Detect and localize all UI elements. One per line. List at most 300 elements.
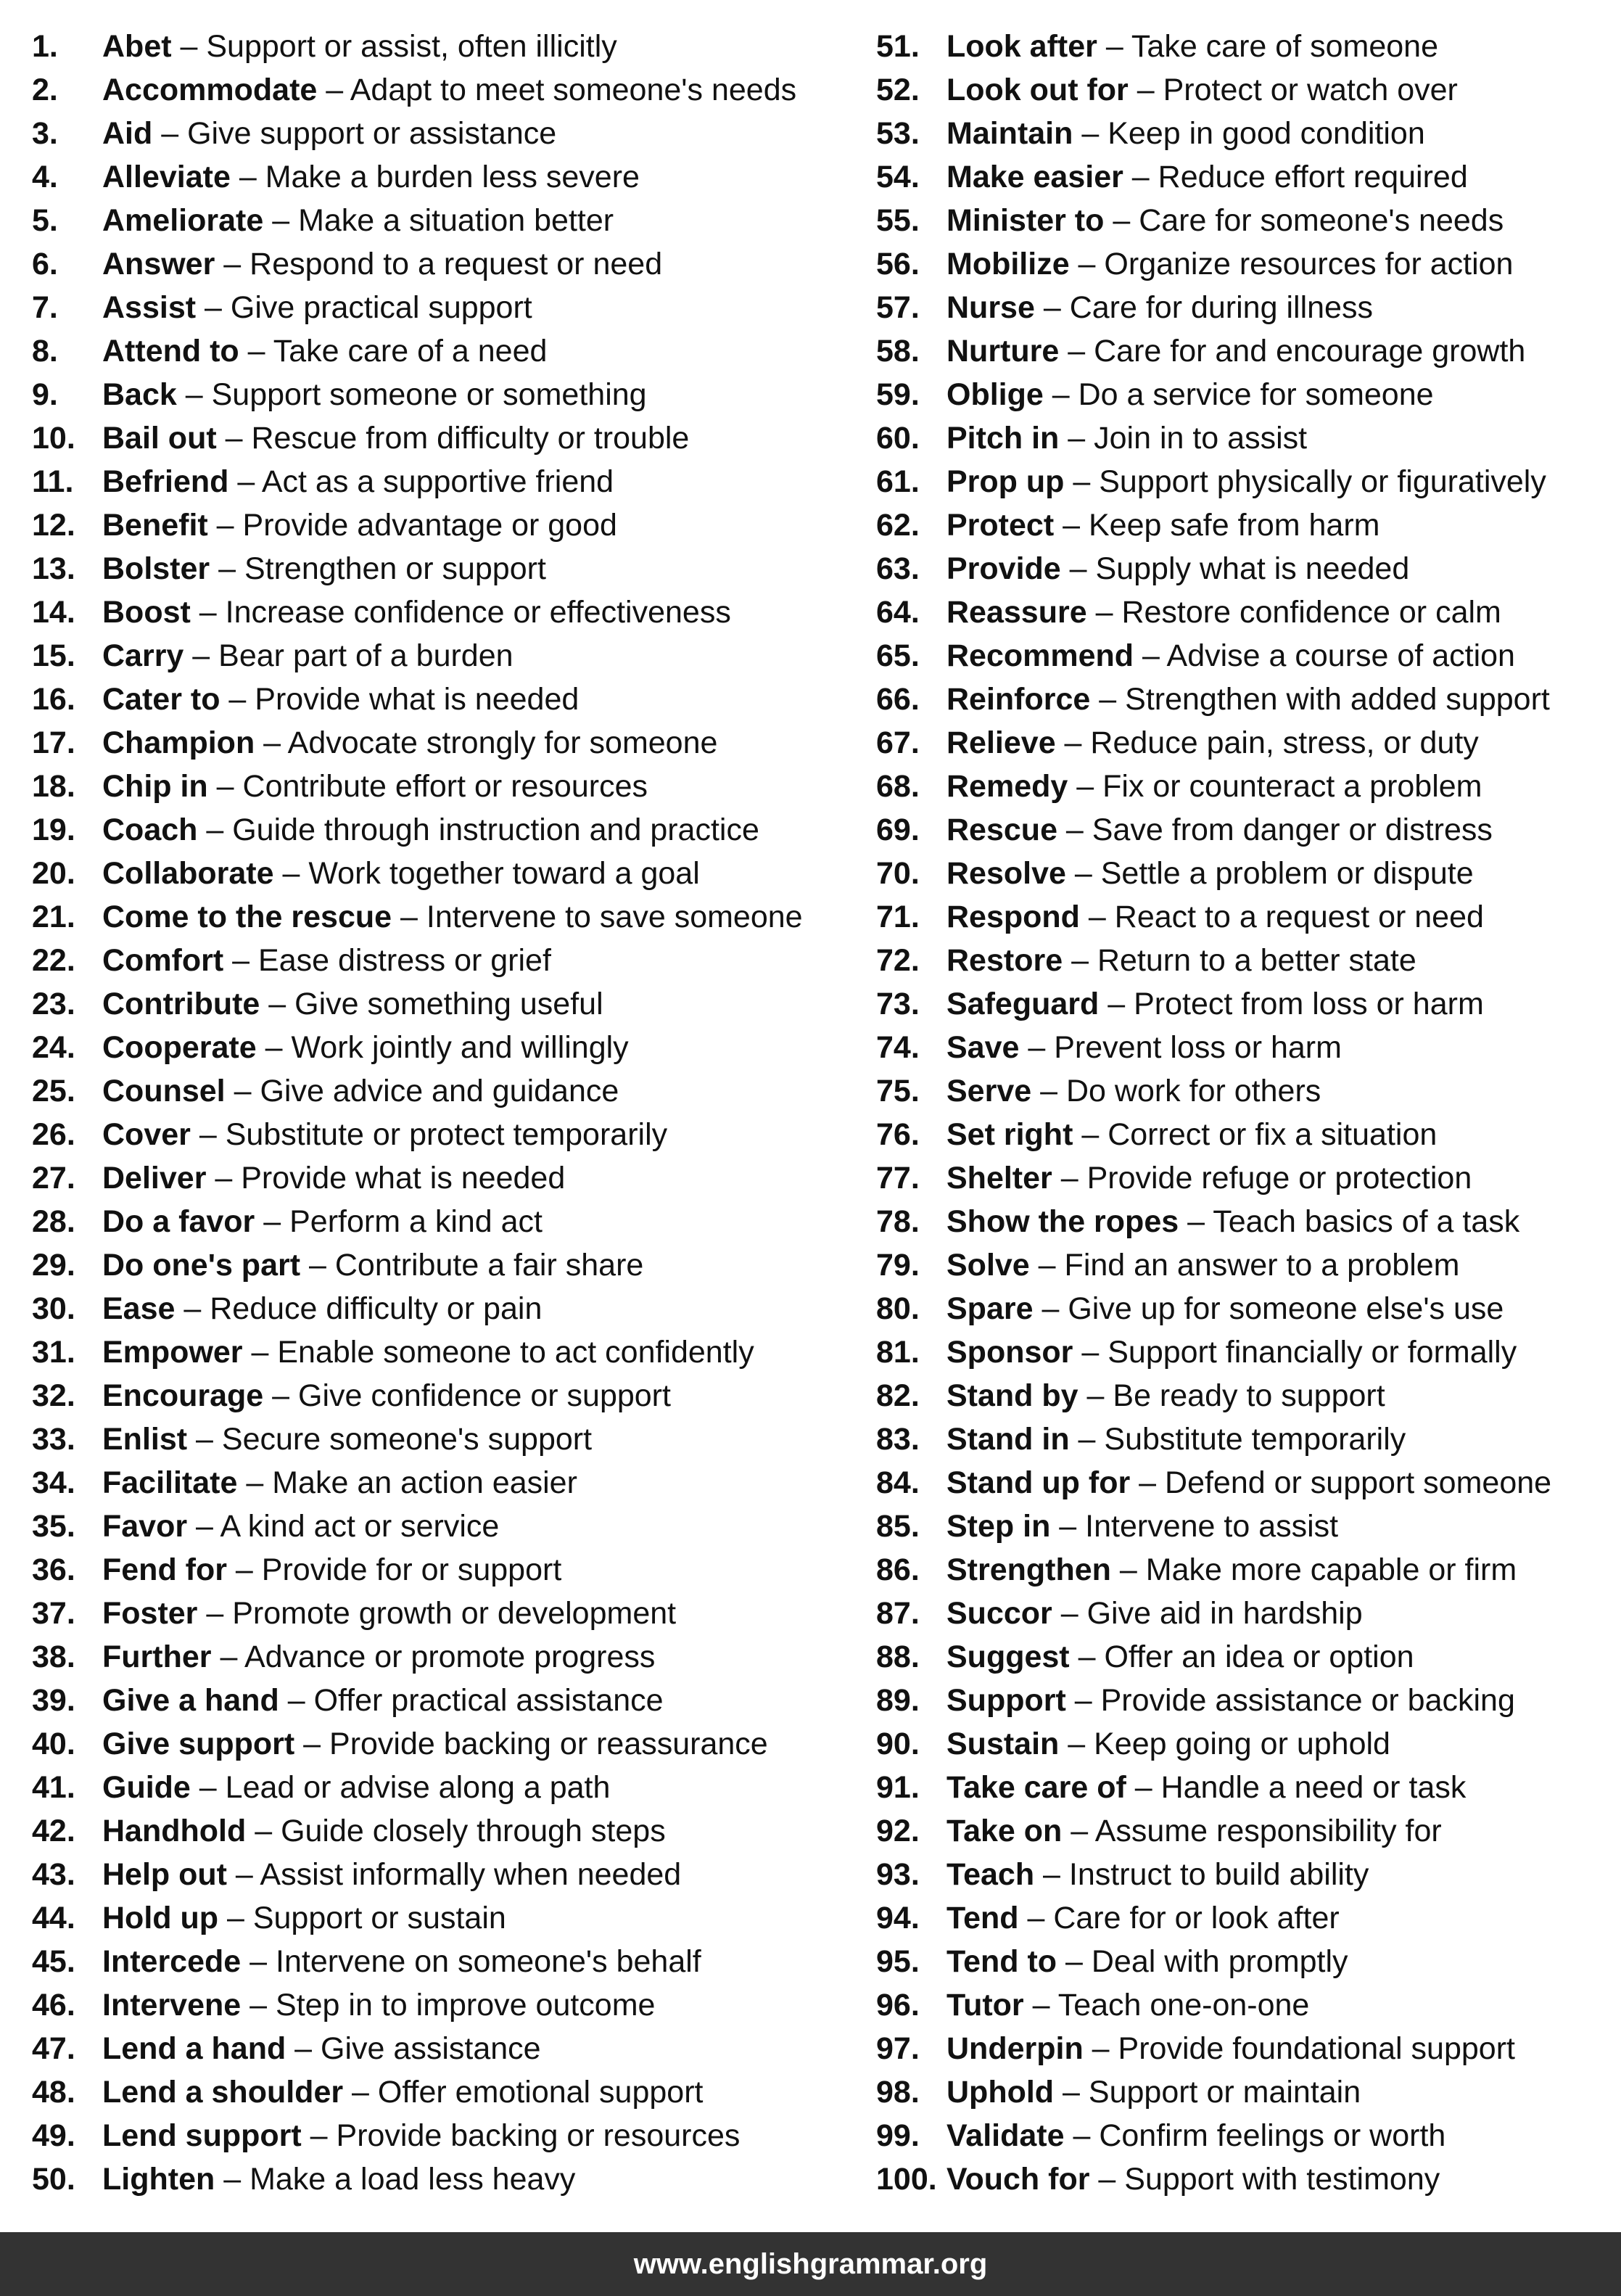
item-number: 18. [32, 769, 75, 804]
list-item [32, 373, 837, 416]
item-term: Show the ropes [946, 1204, 1179, 1239]
item-number: 42. [32, 1814, 75, 1848]
footer-website-link[interactable]: www.englishgrammar.org [633, 2248, 988, 2280]
item-separator: – [1069, 247, 1105, 281]
item-definition: Provide advantage or good [242, 508, 617, 543]
item-number: 84. [876, 1465, 920, 1500]
item-text [946, 895, 1484, 939]
item-term: Restore [946, 943, 1063, 978]
item-number: 45. [32, 1944, 75, 1979]
item-separator: – [1031, 1074, 1066, 1108]
item-definition: Provide refuge or protection [1086, 1161, 1472, 1196]
item-number: 43. [32, 1857, 75, 1892]
item-definition: Care for or look after [1053, 1901, 1340, 1935]
item-term: Champion [102, 725, 255, 760]
item-definition: React to a request or need [1114, 900, 1484, 934]
item-number: 65. [876, 638, 920, 673]
item-definition: Protect from loss or harm [1134, 987, 1484, 1021]
item-separator: – [207, 769, 243, 804]
item-definition: Support or maintain [1088, 2075, 1361, 2110]
item-text [946, 1287, 1504, 1330]
list-item [876, 2114, 1609, 2157]
item-separator: – [1033, 1291, 1068, 1326]
item-number: 9. [32, 377, 58, 412]
item-term: Strengthen [946, 1552, 1111, 1587]
item-separator: – [215, 2162, 250, 2197]
item-term: Provide [946, 551, 1061, 586]
list-item [876, 1417, 1609, 1461]
item-term: Lend a hand [102, 2031, 286, 2066]
item-number: 33. [32, 1422, 75, 1457]
item-text [102, 1026, 629, 1069]
item-text [102, 1461, 577, 1505]
item-definition: Protect or watch over [1163, 73, 1458, 107]
item-text [946, 2157, 1440, 2201]
list-item [32, 2114, 837, 2157]
item-text [102, 199, 614, 242]
item-separator: – [260, 987, 295, 1021]
list-item [876, 2070, 1609, 2114]
item-definition: Make a load less heavy [249, 2162, 576, 2197]
list-item [876, 242, 1609, 286]
item-number: 40. [32, 1727, 75, 1761]
item-text [946, 1026, 1342, 1069]
item-number: 60. [876, 421, 920, 456]
item-term: Protect [946, 508, 1055, 543]
list-item [32, 1635, 837, 1679]
item-separator: – [207, 508, 243, 543]
item-number: 32. [32, 1378, 75, 1413]
item-number: 63. [876, 551, 920, 586]
list-item [876, 68, 1609, 112]
item-text [102, 1983, 655, 2027]
item-separator: – [223, 943, 259, 978]
item-definition: Take care of a need [273, 334, 548, 369]
list-item [876, 1200, 1609, 1243]
item-term: Back [102, 377, 177, 412]
item-text [102, 1635, 655, 1679]
item-text [102, 416, 689, 460]
item-term: Uphold [946, 2075, 1055, 2110]
item-separator: – [216, 421, 252, 456]
item-number: 91. [876, 1770, 920, 1805]
list-item [876, 112, 1609, 155]
item-term: Nurse [946, 290, 1035, 325]
item-definition: Advise a course of action [1166, 638, 1515, 673]
item-term: Give a hand [102, 1683, 279, 1718]
footer-bar [0, 2232, 1621, 2296]
item-number: 69. [876, 812, 920, 847]
item-text [946, 939, 1416, 982]
item-number: 31. [32, 1335, 75, 1370]
item-definition: Provide foundational support [1118, 2031, 1515, 2066]
list-item [876, 1766, 1609, 1809]
list-item [32, 982, 837, 1026]
item-separator: – [197, 812, 233, 847]
item-definition: Give support or assistance [187, 116, 557, 151]
item-definition: Give practical support [230, 290, 532, 325]
item-number: 54. [876, 160, 920, 194]
item-definition: Substitute or protect temporarily [225, 1117, 668, 1152]
item-separator: – [226, 1857, 260, 1892]
item-number: 78. [876, 1204, 920, 1239]
item-term: Ameliorate [102, 203, 264, 238]
item-term: Stand up for [946, 1465, 1131, 1500]
list-item [876, 155, 1609, 199]
item-text [102, 1505, 499, 1548]
list-item [876, 1983, 1609, 2027]
list-item [32, 1896, 837, 1940]
item-number: 97. [876, 2031, 920, 2066]
item-definition: Enable someone to act confidently [277, 1335, 754, 1370]
item-text [102, 1113, 667, 1156]
item-text [946, 416, 1307, 460]
item-text [946, 852, 1474, 895]
item-term: Benefit [102, 508, 208, 543]
list-item [876, 1461, 1609, 1505]
item-separator: – [1059, 421, 1094, 456]
item-separator: – [230, 160, 265, 194]
list-item [876, 1243, 1609, 1287]
item-separator: – [1043, 377, 1078, 412]
item-number: 52. [876, 73, 920, 107]
list-item [32, 852, 837, 895]
item-term: Do a favor [102, 1204, 255, 1239]
item-text [102, 2027, 541, 2070]
item-separator: – [1055, 725, 1091, 760]
list-item [32, 460, 837, 503]
item-number: 68. [876, 769, 920, 804]
item-number: 10. [32, 421, 75, 456]
item-term: Serve [946, 1074, 1032, 1108]
item-definition: Deal with promptly [1091, 1944, 1348, 1979]
list-item [32, 1461, 837, 1505]
item-definition: Provide backing or resources [336, 2118, 741, 2153]
item-text [102, 1592, 676, 1635]
item-text [946, 1809, 1442, 1853]
item-number: 62. [876, 508, 920, 543]
list-item [876, 1156, 1609, 1200]
item-term: Take care of [946, 1770, 1126, 1805]
item-term: Stand by [946, 1378, 1078, 1413]
list-item [876, 1679, 1609, 1722]
item-text [102, 721, 717, 765]
list-item [32, 155, 837, 199]
list-item [32, 1940, 837, 1983]
item-definition: Advance or promote progress [244, 1639, 656, 1674]
item-number: 64. [876, 595, 920, 630]
item-number: 76. [876, 1117, 920, 1152]
item-term: Assist [102, 290, 197, 325]
item-definition: Keep going or uphold [1094, 1727, 1390, 1761]
item-number: 35. [32, 1509, 75, 1544]
item-number: 20. [32, 856, 75, 891]
item-number: 6. [32, 247, 58, 281]
item-text [102, 939, 551, 982]
item-number: 34. [32, 1465, 75, 1500]
item-number: 71. [876, 900, 920, 934]
item-number: 51. [876, 29, 920, 64]
item-number: 66. [876, 682, 920, 717]
item-number: 38. [32, 1639, 75, 1674]
item-definition: Ease distress or grief [258, 943, 551, 978]
word-list-column-right [876, 25, 1609, 2201]
list-item [32, 329, 837, 373]
item-separator: – [190, 1770, 226, 1805]
item-text [102, 1243, 643, 1287]
item-number: 39. [32, 1683, 75, 1718]
item-separator: – [239, 334, 273, 369]
word-list-column-left [32, 25, 837, 2201]
item-definition: Rescue from difficulty or trouble [251, 421, 690, 456]
list-item [876, 2027, 1609, 2070]
list-item [32, 242, 837, 286]
item-term: Take on [946, 1814, 1063, 1848]
item-number: 61. [876, 464, 920, 499]
item-term: Tend to [946, 1944, 1057, 1979]
item-number: 23. [32, 987, 75, 1021]
item-term: Look out for [946, 73, 1129, 107]
item-number: 99. [876, 2118, 920, 2153]
item-definition: Lead or advise along a path [225, 1770, 611, 1805]
item-text [946, 373, 1434, 416]
item-definition: Work together toward a goal [308, 856, 700, 891]
item-number: 56. [876, 247, 920, 281]
item-definition: Take care of someone [1131, 29, 1438, 64]
item-term: Relieve [946, 725, 1056, 760]
item-separator: – [1023, 1988, 1058, 2023]
item-definition: Keep in good condition [1108, 116, 1425, 151]
item-text [102, 503, 617, 547]
item-number: 21. [32, 900, 75, 934]
item-separator: – [187, 1422, 222, 1457]
item-separator: – [242, 1335, 278, 1370]
item-separator: – [1065, 856, 1101, 891]
list-item [876, 939, 1609, 982]
item-separator: – [1065, 1683, 1101, 1718]
item-separator: – [197, 1596, 233, 1631]
item-definition: Teach basics of a task [1213, 1204, 1520, 1239]
item-term: Reassure [946, 595, 1087, 630]
item-text [102, 1766, 610, 1809]
list-item [32, 1548, 837, 1592]
item-definition: Intervene on someone's behalf [276, 1944, 701, 1979]
item-text [946, 242, 1513, 286]
item-text [946, 112, 1425, 155]
list-item [32, 1722, 837, 1766]
item-text [946, 591, 1501, 634]
item-term: Boost [102, 595, 191, 630]
list-item [32, 1374, 837, 1417]
item-definition: Secure someone's support [221, 1422, 593, 1457]
item-term: Sustain [946, 1727, 1060, 1761]
item-number: 48. [32, 2075, 75, 2110]
item-term: Ease [102, 1291, 176, 1326]
list-item [876, 460, 1609, 503]
item-number: 7. [32, 290, 58, 325]
item-text [946, 634, 1515, 678]
list-item [876, 1113, 1609, 1156]
item-definition: Guide closely through steps [281, 1814, 666, 1848]
list-item [32, 1330, 837, 1374]
item-definition: Offer emotional support [377, 2075, 704, 2110]
list-item [32, 1809, 837, 1853]
item-text [102, 1722, 768, 1766]
item-term: Foster [102, 1596, 198, 1631]
item-definition: Instruct to build ability [1068, 1857, 1369, 1892]
item-text [102, 286, 532, 329]
item-number: 11. [32, 464, 74, 499]
item-text [102, 373, 647, 416]
item-definition: Provide what is needed [255, 682, 579, 717]
item-text [102, 634, 513, 678]
item-separator: – [1089, 2162, 1125, 2197]
item-text [946, 1200, 1519, 1243]
item-text [102, 2114, 740, 2157]
item-number: 79. [876, 1248, 920, 1283]
item-definition: Make an action easier [272, 1465, 577, 1500]
item-text [946, 808, 1493, 852]
item-text [946, 1156, 1472, 1200]
list-item [876, 982, 1609, 1026]
item-definition: Provide what is needed [241, 1161, 566, 1196]
item-term: Nurture [946, 334, 1060, 369]
item-definition: Provide assistance or backing [1100, 1683, 1515, 1718]
item-number: 4. [32, 160, 58, 194]
item-term: Chip in [102, 769, 208, 804]
item-term: Vouch for [946, 2162, 1090, 2197]
list-item [876, 1896, 1609, 1940]
item-number: 67. [876, 725, 920, 760]
item-separator: – [171, 29, 207, 64]
item-number: 46. [32, 1988, 75, 2023]
item-text [102, 112, 556, 155]
item-definition: Find an answer to a problem [1064, 1248, 1460, 1283]
item-separator: – [1179, 1204, 1213, 1239]
item-term: Facilitate [102, 1465, 238, 1500]
item-definition: Make more capable or firm [1145, 1552, 1517, 1587]
item-text [102, 25, 617, 68]
item-separator: – [255, 725, 288, 760]
item-number: 90. [876, 1727, 920, 1761]
item-number: 13. [32, 551, 75, 586]
item-term: Further [102, 1639, 212, 1674]
item-definition: Adapt to meet someone's needs [350, 73, 797, 107]
item-definition: Support or sustain [252, 1901, 506, 1935]
item-definition: Strengthen with added support [1125, 682, 1550, 717]
list-item [876, 329, 1609, 373]
item-number: 88. [876, 1639, 920, 1674]
item-number: 12. [32, 508, 75, 543]
item-definition: Provide for or support [261, 1552, 562, 1587]
item-text [946, 721, 1479, 765]
item-term: Reinforce [946, 682, 1091, 717]
item-number: 28. [32, 1204, 75, 1239]
item-term: Oblige [946, 377, 1044, 412]
list-item [876, 1853, 1609, 1896]
list-item [876, 1287, 1609, 1330]
list-item [876, 503, 1609, 547]
item-number: 30. [32, 1291, 75, 1326]
list-item [32, 1766, 837, 1809]
item-text [946, 2070, 1361, 2114]
item-definition: Give advice and guidance [260, 1074, 619, 1108]
item-definition: Give up for someone else's use [1068, 1291, 1504, 1326]
list-item [32, 547, 837, 591]
item-number: 50. [32, 2162, 75, 2197]
item-separator: – [1034, 290, 1070, 325]
item-text [946, 678, 1550, 721]
item-separator: – [1054, 2075, 1089, 2110]
item-text [946, 1069, 1321, 1113]
item-text [102, 460, 614, 503]
item-definition: Confirm feelings or worth [1099, 2118, 1446, 2153]
list-item [876, 895, 1609, 939]
item-separator: – [241, 1944, 276, 1979]
item-separator: – [1059, 1727, 1094, 1761]
item-separator: – [1128, 73, 1163, 107]
item-definition: Support or assist, often illicitly [206, 29, 617, 64]
list-item [32, 1417, 837, 1461]
item-term: Cooperate [102, 1030, 257, 1065]
item-term: Carry [102, 638, 184, 673]
item-separator: – [196, 290, 231, 325]
item-definition: Give confidence or support [298, 1378, 671, 1413]
item-number: 73. [876, 987, 920, 1021]
list-item [876, 1722, 1609, 1766]
list-item [876, 808, 1609, 852]
item-separator: – [175, 1291, 210, 1326]
item-definition: Act as a supportive friend [261, 464, 614, 499]
item-separator: – [1029, 1248, 1065, 1283]
item-definition: Offer practical assistance [313, 1683, 664, 1718]
item-number: 75. [876, 1074, 920, 1108]
item-text [946, 1505, 1338, 1548]
item-number: 57. [876, 290, 920, 325]
item-separator: – [225, 1074, 260, 1108]
item-text [946, 329, 1525, 373]
item-term: Fend for [102, 1552, 227, 1587]
item-separator: – [152, 116, 188, 151]
item-number: 77. [876, 1161, 920, 1196]
item-definition: A kind act or service [220, 1509, 500, 1544]
item-separator: – [1078, 1378, 1113, 1413]
list-item [32, 2157, 837, 2201]
item-text [946, 68, 1458, 112]
item-text [102, 1156, 565, 1200]
item-separator: – [1123, 160, 1158, 194]
item-number: 16. [32, 682, 75, 717]
item-number: 82. [876, 1378, 920, 1413]
item-separator: – [210, 551, 244, 586]
item-number: 85. [876, 1509, 920, 1544]
item-text [102, 1330, 754, 1374]
item-term: Help out [102, 1857, 227, 1892]
item-term: Pitch in [946, 421, 1060, 456]
item-text [946, 547, 1409, 591]
item-definition: Assist informally when needed [260, 1857, 682, 1892]
item-term: Do one's part [102, 1248, 301, 1283]
item-term: Maintain [946, 116, 1073, 151]
list-item [876, 1548, 1609, 1592]
item-term: Enlist [102, 1422, 188, 1457]
item-term: Intercede [102, 1944, 242, 1979]
list-item [32, 1113, 837, 1156]
item-separator: – [1050, 1509, 1086, 1544]
list-item [32, 199, 837, 242]
item-separator: – [1073, 1335, 1108, 1370]
item-definition: Assume responsibility for [1094, 1814, 1442, 1848]
